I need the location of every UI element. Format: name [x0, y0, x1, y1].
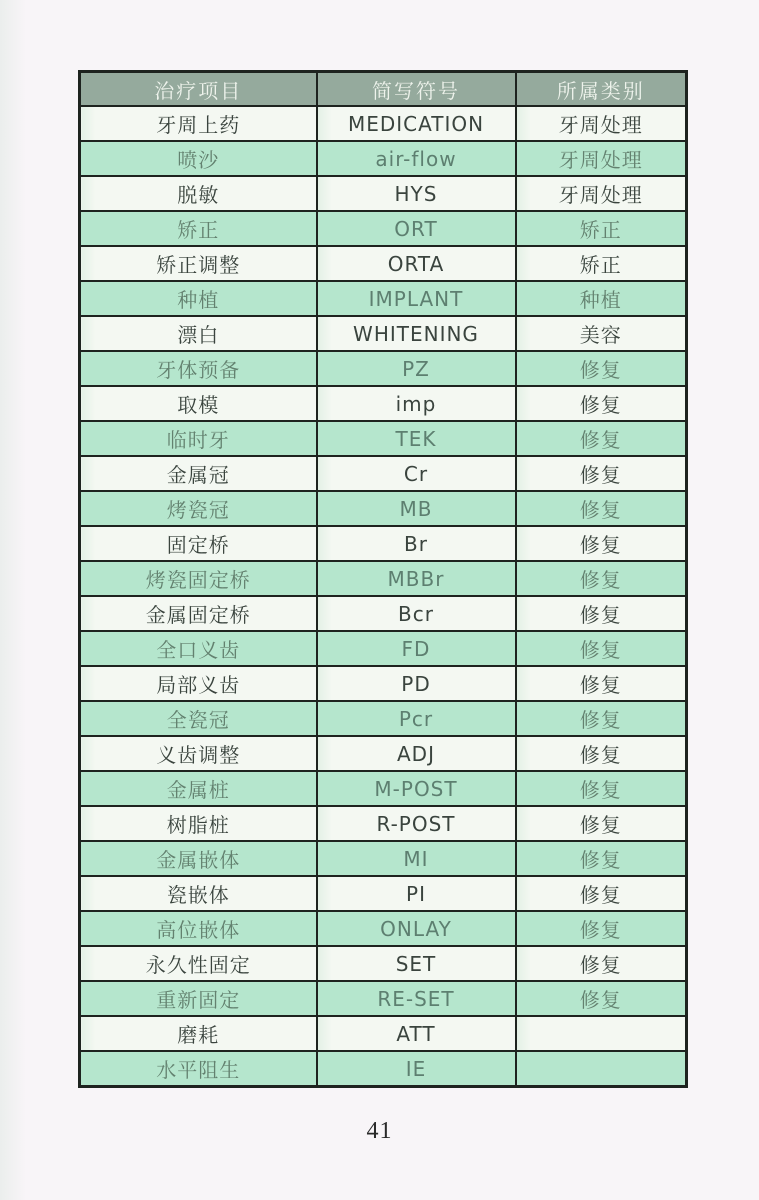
column-header-abbreviation: 简写符号 — [317, 72, 516, 107]
scan-edge-tint — [0, 0, 26, 1200]
cell-abbreviation: ORT — [317, 211, 516, 246]
table-row — [80, 141, 687, 176]
cell-treatment-item: 水平阻生 — [80, 1051, 317, 1087]
cell-abbreviation: M-POST — [317, 771, 516, 806]
cell-treatment-item: 喷沙 — [80, 141, 317, 176]
cell-category: 矫正 — [516, 246, 687, 281]
cell-treatment-item: 金属固定桥 — [80, 596, 317, 631]
table-row — [80, 526, 687, 561]
table-row — [80, 386, 687, 421]
cell-category — [516, 1051, 687, 1087]
cell-treatment-item: 金属桩 — [80, 771, 317, 806]
cell-abbreviation: air-flow — [317, 141, 516, 176]
cell-treatment-item: 永久性固定 — [80, 946, 317, 981]
table-row — [80, 106, 687, 141]
cell-category: 牙周处理 — [516, 176, 687, 211]
table-row — [80, 666, 687, 701]
cell-category: 修复 — [516, 666, 687, 701]
cell-treatment-item: 临时牙 — [80, 421, 317, 456]
table-row — [80, 771, 687, 806]
header-row — [80, 72, 687, 107]
cell-treatment-item: 取模 — [80, 386, 317, 421]
cell-treatment-item: 牙周上药 — [80, 106, 317, 141]
table-header — [80, 72, 687, 107]
cell-abbreviation: IE — [317, 1051, 516, 1087]
table-row — [80, 841, 687, 876]
cell-category: 矫正 — [516, 211, 687, 246]
cell-category: 修复 — [516, 596, 687, 631]
cell-abbreviation: FD — [317, 631, 516, 666]
table-row — [80, 806, 687, 841]
cell-category: 修复 — [516, 771, 687, 806]
cell-category: 修复 — [516, 911, 687, 946]
cell-category: 种植 — [516, 281, 687, 316]
table-row — [80, 1051, 687, 1087]
cell-category: 牙周处理 — [516, 141, 687, 176]
cell-abbreviation: ORTA — [317, 246, 516, 281]
cell-treatment-item: 全瓷冠 — [80, 701, 317, 736]
cell-abbreviation: RE-SET — [317, 981, 516, 1016]
cell-treatment-item: 牙体预备 — [80, 351, 317, 386]
table-row — [80, 456, 687, 491]
cell-treatment-item: 高位嵌体 — [80, 911, 317, 946]
cell-category — [516, 1016, 687, 1051]
cell-abbreviation: R-POST — [317, 806, 516, 841]
table-row — [80, 631, 687, 666]
cell-treatment-item: 烤瓷冠 — [80, 491, 317, 526]
cell-abbreviation: imp — [317, 386, 516, 421]
cell-category: 美容 — [516, 316, 687, 351]
cell-abbreviation: ATT — [317, 1016, 516, 1051]
table-row — [80, 1016, 687, 1051]
cell-abbreviation: MB — [317, 491, 516, 526]
cell-category: 修复 — [516, 491, 687, 526]
cell-category: 修复 — [516, 456, 687, 491]
cell-abbreviation: Br — [317, 526, 516, 561]
table-row — [80, 561, 687, 596]
cell-treatment-item: 种植 — [80, 281, 317, 316]
treatment-table-container — [78, 70, 688, 1088]
table-row — [80, 176, 687, 211]
cell-abbreviation: WHITENING — [317, 316, 516, 351]
cell-category: 修复 — [516, 946, 687, 981]
table-row — [80, 421, 687, 456]
cell-treatment-item: 义齿调整 — [80, 736, 317, 771]
cell-treatment-item: 全口义齿 — [80, 631, 317, 666]
cell-category: 修复 — [516, 806, 687, 841]
cell-abbreviation: TEK — [317, 421, 516, 456]
cell-abbreviation: PD — [317, 666, 516, 701]
cell-treatment-item: 树脂桩 — [80, 806, 317, 841]
column-header-treatment-item: 治疗项目 — [80, 72, 317, 107]
table-row — [80, 946, 687, 981]
cell-category: 修复 — [516, 631, 687, 666]
cell-treatment-item: 金属嵌体 — [80, 841, 317, 876]
cell-category: 牙周处理 — [516, 106, 687, 141]
table-row — [80, 351, 687, 386]
cell-treatment-item: 瓷嵌体 — [80, 876, 317, 911]
cell-abbreviation: MBBr — [317, 561, 516, 596]
cell-category: 修复 — [516, 561, 687, 596]
cell-treatment-item: 矫正调整 — [80, 246, 317, 281]
column-header-category: 所属类别 — [516, 72, 687, 107]
table-row — [80, 596, 687, 631]
table-row — [80, 281, 687, 316]
cell-category: 修复 — [516, 841, 687, 876]
table-body — [80, 106, 687, 1087]
treatment-abbreviation-table — [78, 70, 688, 1088]
table-row — [80, 211, 687, 246]
cell-abbreviation: PZ — [317, 351, 516, 386]
cell-category: 修复 — [516, 736, 687, 771]
cell-treatment-item: 矫正 — [80, 211, 317, 246]
cell-treatment-item: 脱敏 — [80, 176, 317, 211]
page-number: 41 — [366, 1118, 393, 1144]
cell-abbreviation: Pcr — [317, 701, 516, 736]
cell-treatment-item: 重新固定 — [80, 981, 317, 1016]
cell-category: 修复 — [516, 526, 687, 561]
cell-category: 修复 — [516, 421, 687, 456]
cell-abbreviation: MEDICATION — [317, 106, 516, 141]
table-row — [80, 316, 687, 351]
cell-abbreviation: Cr — [317, 456, 516, 491]
table-row — [80, 911, 687, 946]
cell-category: 修复 — [516, 876, 687, 911]
cell-category: 修复 — [516, 386, 687, 421]
cell-treatment-item: 漂白 — [80, 316, 317, 351]
cell-category: 修复 — [516, 351, 687, 386]
cell-abbreviation: SET — [317, 946, 516, 981]
cell-category: 修复 — [516, 981, 687, 1016]
table-row — [80, 701, 687, 736]
table-row — [80, 876, 687, 911]
cell-abbreviation: Bcr — [317, 596, 516, 631]
table-row — [80, 491, 687, 526]
cell-abbreviation: HYS — [317, 176, 516, 211]
cell-category: 修复 — [516, 701, 687, 736]
cell-treatment-item: 烤瓷固定桥 — [80, 561, 317, 596]
cell-abbreviation: IMPLANT — [317, 281, 516, 316]
cell-abbreviation: ONLAY — [317, 911, 516, 946]
cell-abbreviation: PI — [317, 876, 516, 911]
table-row — [80, 736, 687, 771]
cell-treatment-item: 局部义齿 — [80, 666, 317, 701]
table-row — [80, 246, 687, 281]
cell-abbreviation: ADJ — [317, 736, 516, 771]
cell-treatment-item: 金属冠 — [80, 456, 317, 491]
cell-treatment-item: 磨耗 — [80, 1016, 317, 1051]
cell-abbreviation: MI — [317, 841, 516, 876]
table-row — [80, 981, 687, 1016]
cell-treatment-item: 固定桥 — [80, 526, 317, 561]
